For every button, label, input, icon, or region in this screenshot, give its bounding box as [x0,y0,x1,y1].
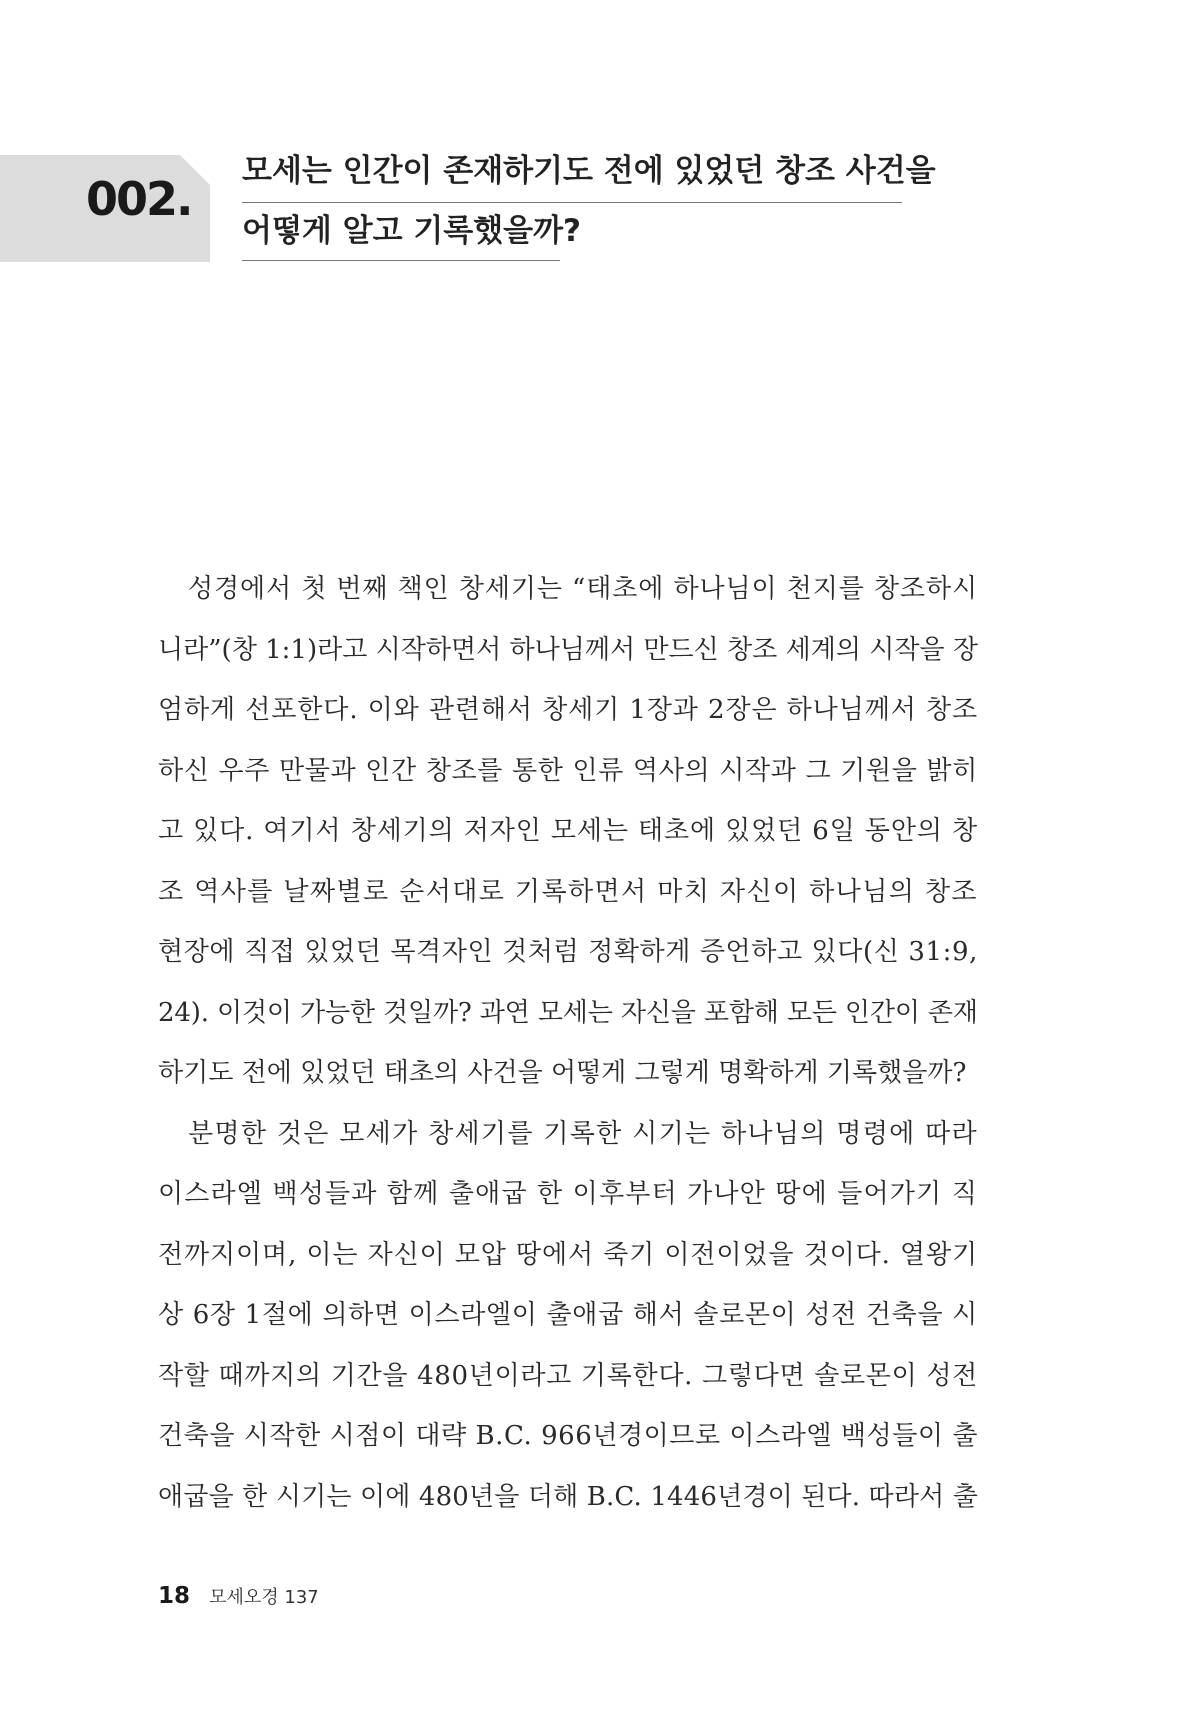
question-underline-1 [242,202,902,203]
chapter-question-line-1: 모세는 인간이 존재하기도 전에 있었던 창조 사건을 [242,153,936,189]
body-line: 상 6장 1절에 의하면 이스라엘이 출애굽 해서 솔로몬이 성전 건축을 시 [158,1300,978,1330]
body-line: 고 있다. 여기서 창세기의 저자인 모세는 태초에 있었던 6일 동안의 창 [158,816,978,846]
body-line: 애굽을 한 시기는 이에 480년을 더해 B.C. 1446년경이 된다. 따라서 출 [158,1481,978,1512]
body-line: 성경에서 첫 번째 책인 창세기는 “태초에 하나님이 천지를 창조하시 [188,574,978,604]
body-line: 조 역사를 날짜별로 순서대로 기록하면서 마치 자신이 하나님의 창조 [158,876,978,907]
body-line: 건축을 시작한 시점이 대략 B.C. 966년경이므로 이스라엘 백성들이 출 [158,1421,978,1451]
body-line: 분명한 것은 모세가 창세기를 기록한 시기는 하나님의 명령에 따라 [188,1118,978,1149]
body-line: 24). 이것이 가능한 것일까? 과연 모세는 자신을 포함해 모든 인간이 존재 [158,997,978,1028]
body-line: 이스라엘 백성들과 함께 출애굽 한 이후부터 가나안 땅에 들어가기 직 [158,1179,978,1209]
question-underline-2 [242,260,560,261]
body-line: 현장에 직접 있었던 목격자인 것처럼 정확하게 증언하고 있다(신 31:9, [158,937,978,967]
body-text [158,559,978,1512]
chapter-question-line-2: 어떻게 알고 기록했을까? [242,213,582,249]
body-line: 하기도 전에 있었던 태초의 사건을 어떻게 그렇게 명확하게 기록했을까? [158,1058,967,1088]
body-line: 전까지이며, 이는 자신이 모압 땅에서 죽기 이전이었을 것이다. 열왕기 [158,1239,978,1270]
body-line: 엄하게 선포한다. 이와 관련해서 창세기 1장과 2장은 하나님께서 창조 [158,695,978,725]
body-line: 니라”(창 1:1)라고 시작하면서 하나님께서 만드신 창조 세계의 시작을 장 [158,634,978,665]
page-number: 18 [158,1583,191,1609]
page-footer [158,1585,319,1608]
body-line: 작할 때까지의 기간을 480년이라고 기록한다. 그렇다면 솔로몬이 성전 [158,1360,978,1391]
book-title: 모세오경 137 [209,1587,319,1608]
body-line: 하신 우주 만물과 인간 창조를 통한 인류 역사의 시작과 그 기원을 밝히 [158,755,978,786]
chapter-number: 002. [86,172,192,226]
